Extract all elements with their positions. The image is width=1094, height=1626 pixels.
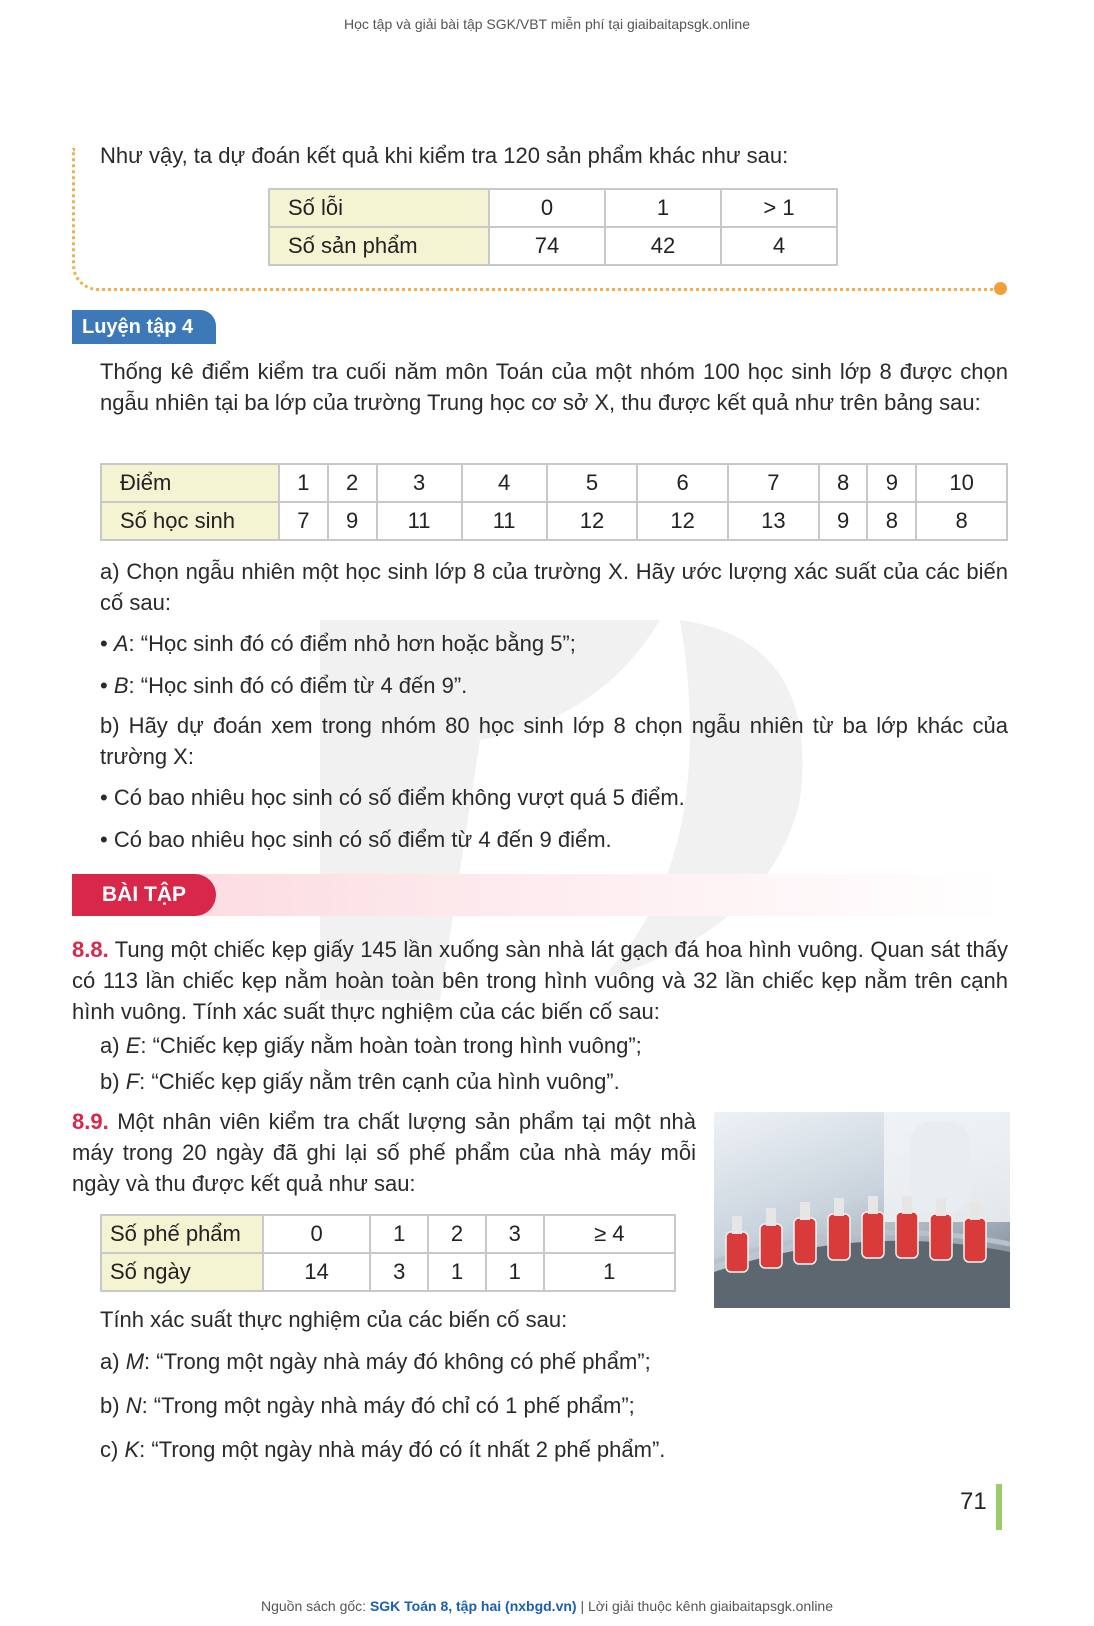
- table-cell: 1: [605, 189, 721, 227]
- event-text: : “Trong một ngày nhà máy đó chỉ có 1 phế phẩm”;: [141, 1393, 635, 1418]
- ex89-prompt: Tính xác suất thực nghiệm của các biến cố sau:: [100, 1307, 568, 1332]
- table-cell: 11: [377, 502, 462, 540]
- question-item: • Có bao nhiêu học sinh có số điểm từ 4 đến 9 điểm.: [100, 824, 612, 855]
- table-cell: Số lỗi: [269, 189, 489, 227]
- table-row: [101, 1253, 675, 1291]
- exercises-badge: BÀI TẬP: [72, 874, 216, 916]
- table-cell: 13: [728, 502, 819, 540]
- table-cell: 5: [547, 464, 638, 502]
- table-cell: 2: [328, 464, 377, 502]
- ex89-part-a: [100, 1346, 651, 1377]
- table-cell: 3: [377, 464, 462, 502]
- table-cell: 9: [819, 502, 868, 540]
- item-prefix: c): [100, 1437, 125, 1462]
- table-cell: 12: [547, 502, 638, 540]
- event-letter: M: [125, 1349, 145, 1374]
- page-number-bar: [996, 1484, 1002, 1530]
- event-text: : “Học sinh đó có điểm nhỏ hơn hoặc bằng 5”;: [128, 631, 576, 656]
- table-cell: 8: [819, 464, 868, 502]
- table-cell: ≥ 4: [544, 1215, 675, 1253]
- table-cell: 4: [462, 464, 547, 502]
- event-text: : “Học sinh đó có điểm từ 4 đến 9”.: [128, 673, 468, 698]
- event-text: : “Chiếc kẹp giấy nằm hoàn toàn trong hình vuông”;: [140, 1033, 642, 1058]
- table-row: [101, 502, 1007, 540]
- table-cell: 0: [263, 1215, 370, 1253]
- footer-source-link[interactable]: SGK Toán 8, tập hai (nxbgd.vn): [369, 1598, 577, 1614]
- table-cell: 9: [328, 502, 377, 540]
- practice-text: Thống kê điểm kiểm tra cuối năm môn Toán của một nhóm 100 học sinh lớp 8 được chọn ngẫu nhiên tại ba lớp của trường Trung học cơ sở X, thu được kết quả như trên bảng sau:: [100, 359, 1008, 415]
- exercise-8-8: [72, 934, 1008, 1027]
- table-cell: 1: [428, 1253, 486, 1291]
- practice-part-a: a) Chọn ngẫu nhiên một học sinh lớp 8 của trường X. Hãy ước lượng xác suất của các biến cố sau:: [100, 559, 1008, 615]
- exercise-number: 8.8.: [72, 937, 109, 962]
- table-cell: 4: [721, 227, 837, 265]
- table-cell: 2: [428, 1215, 486, 1253]
- event-text: : “Trong một ngày nhà máy đó có ít nhất 2 phế phẩm”.: [139, 1437, 666, 1462]
- table-cell: 3: [486, 1215, 544, 1253]
- practice-badge: Luyện tập 4: [72, 310, 216, 344]
- table-cell: > 1: [721, 189, 837, 227]
- practice-part-b: b) Hãy dự đoán xem trong nhóm 80 học sinh lớp 8 chọn ngẫu nhiên từ ba lớp khác của trường X:: [100, 713, 1008, 769]
- table-cell: Điểm: [101, 464, 279, 502]
- table-cell: 3: [370, 1253, 428, 1291]
- page-number: 71: [960, 1488, 987, 1515]
- question-item: • Có bao nhiêu học sinh có số điểm không vượt quá 5 điểm.: [100, 782, 685, 813]
- table-cell: 1: [544, 1253, 675, 1291]
- defect-days-table: [100, 1214, 676, 1292]
- table-row: [269, 227, 837, 265]
- table-cell: 11: [462, 502, 547, 540]
- table-cell: Số học sinh: [101, 502, 279, 540]
- event-a-item: [100, 628, 576, 659]
- table-cell: 1: [279, 464, 328, 502]
- defect-prediction-table: [268, 188, 838, 266]
- footer-suffix: | Lời giải thuộc kênh giaibaitapsgk.online: [576, 1598, 834, 1614]
- table-cell: 8: [867, 502, 916, 540]
- factory-bottles-photo: [714, 1112, 1010, 1308]
- frame-end-dot: [994, 282, 1007, 295]
- table-cell: 6: [637, 464, 728, 502]
- event-letter: N: [125, 1393, 142, 1418]
- exercise-number: 8.9.: [72, 1109, 109, 1134]
- item-prefix: a): [100, 1033, 126, 1058]
- table-cell: 42: [605, 227, 721, 265]
- item-prefix: a): [100, 1349, 126, 1374]
- item-prefix: b): [100, 1069, 126, 1094]
- table-cell: 74: [489, 227, 605, 265]
- footer-prefix: Nguồn sách gốc:: [260, 1598, 370, 1614]
- footer-note: [0, 1598, 1094, 1614]
- table-row: [269, 189, 837, 227]
- table-cell: 1: [486, 1253, 544, 1291]
- table-cell: 1: [370, 1215, 428, 1253]
- table-cell: 7: [728, 464, 819, 502]
- table-cell: Số ngày: [101, 1253, 263, 1291]
- table-cell: 8: [916, 502, 1007, 540]
- table-cell: Số sản phẩm: [269, 227, 489, 265]
- table-cell: 0: [489, 189, 605, 227]
- ex88-part-a: [100, 1030, 642, 1061]
- ex88-part-b: [100, 1066, 620, 1097]
- event-text: : “Chiếc kẹp giấy nằm trên cạnh của hình vuông”.: [139, 1069, 620, 1094]
- table-cell: Số phế phẩm: [101, 1215, 263, 1253]
- exercise-text: Một nhân viên kiểm tra chất lượng sản phẩm tại một nhà máy trong 20 ngày đã ghi lại số phế phẩm của nhà máy mỗi ngày và thu được kết quả như sau:: [72, 1109, 696, 1196]
- event-text: : “Trong một ngày nhà máy đó không có phế phẩm”;: [144, 1349, 651, 1374]
- table-cell: 10: [916, 464, 1007, 502]
- header-note: Học tập và giải bài tập SGK/VBT miễn phí tại giaibaitapsgk.online: [344, 16, 750, 32]
- event-letter: K: [124, 1437, 140, 1462]
- event-letter: F: [125, 1069, 140, 1094]
- score-table: [100, 463, 1008, 541]
- item-prefix: b): [100, 1393, 126, 1418]
- exercise-8-9: [72, 1106, 696, 1199]
- event-letter: E: [125, 1033, 141, 1058]
- table-cell: 7: [279, 502, 328, 540]
- table-cell: 9: [867, 464, 916, 502]
- event-b-item: [100, 670, 467, 701]
- exercise-text: Tung một chiếc kẹp giấy 145 lần xuống sàn nhà lát gạch đá hoa hình vuông. Quan sát thấy có 113 lần chiếc kẹp nằm hoàn toàn bên trong hình vuông và 32 lần chiếc kẹp nằm trên cạnh hình vuông. Tính xác suất thực nghiệm của các biến cố sau:: [72, 937, 1008, 1024]
- ex89-part-b: [100, 1390, 635, 1421]
- table-row: [101, 464, 1007, 502]
- bottles-illustration: [714, 1112, 1010, 1308]
- table-cell: 12: [637, 502, 728, 540]
- ex89-part-c: [100, 1434, 665, 1465]
- event-letter: A: [113, 631, 129, 656]
- table-cell: 14: [263, 1253, 370, 1291]
- intro-text: Như vậy, ta dự đoán kết quả khi kiểm tra 120 sản phẩm khác như sau:: [100, 143, 789, 168]
- event-letter: B: [113, 673, 129, 698]
- table-row: [101, 1215, 675, 1253]
